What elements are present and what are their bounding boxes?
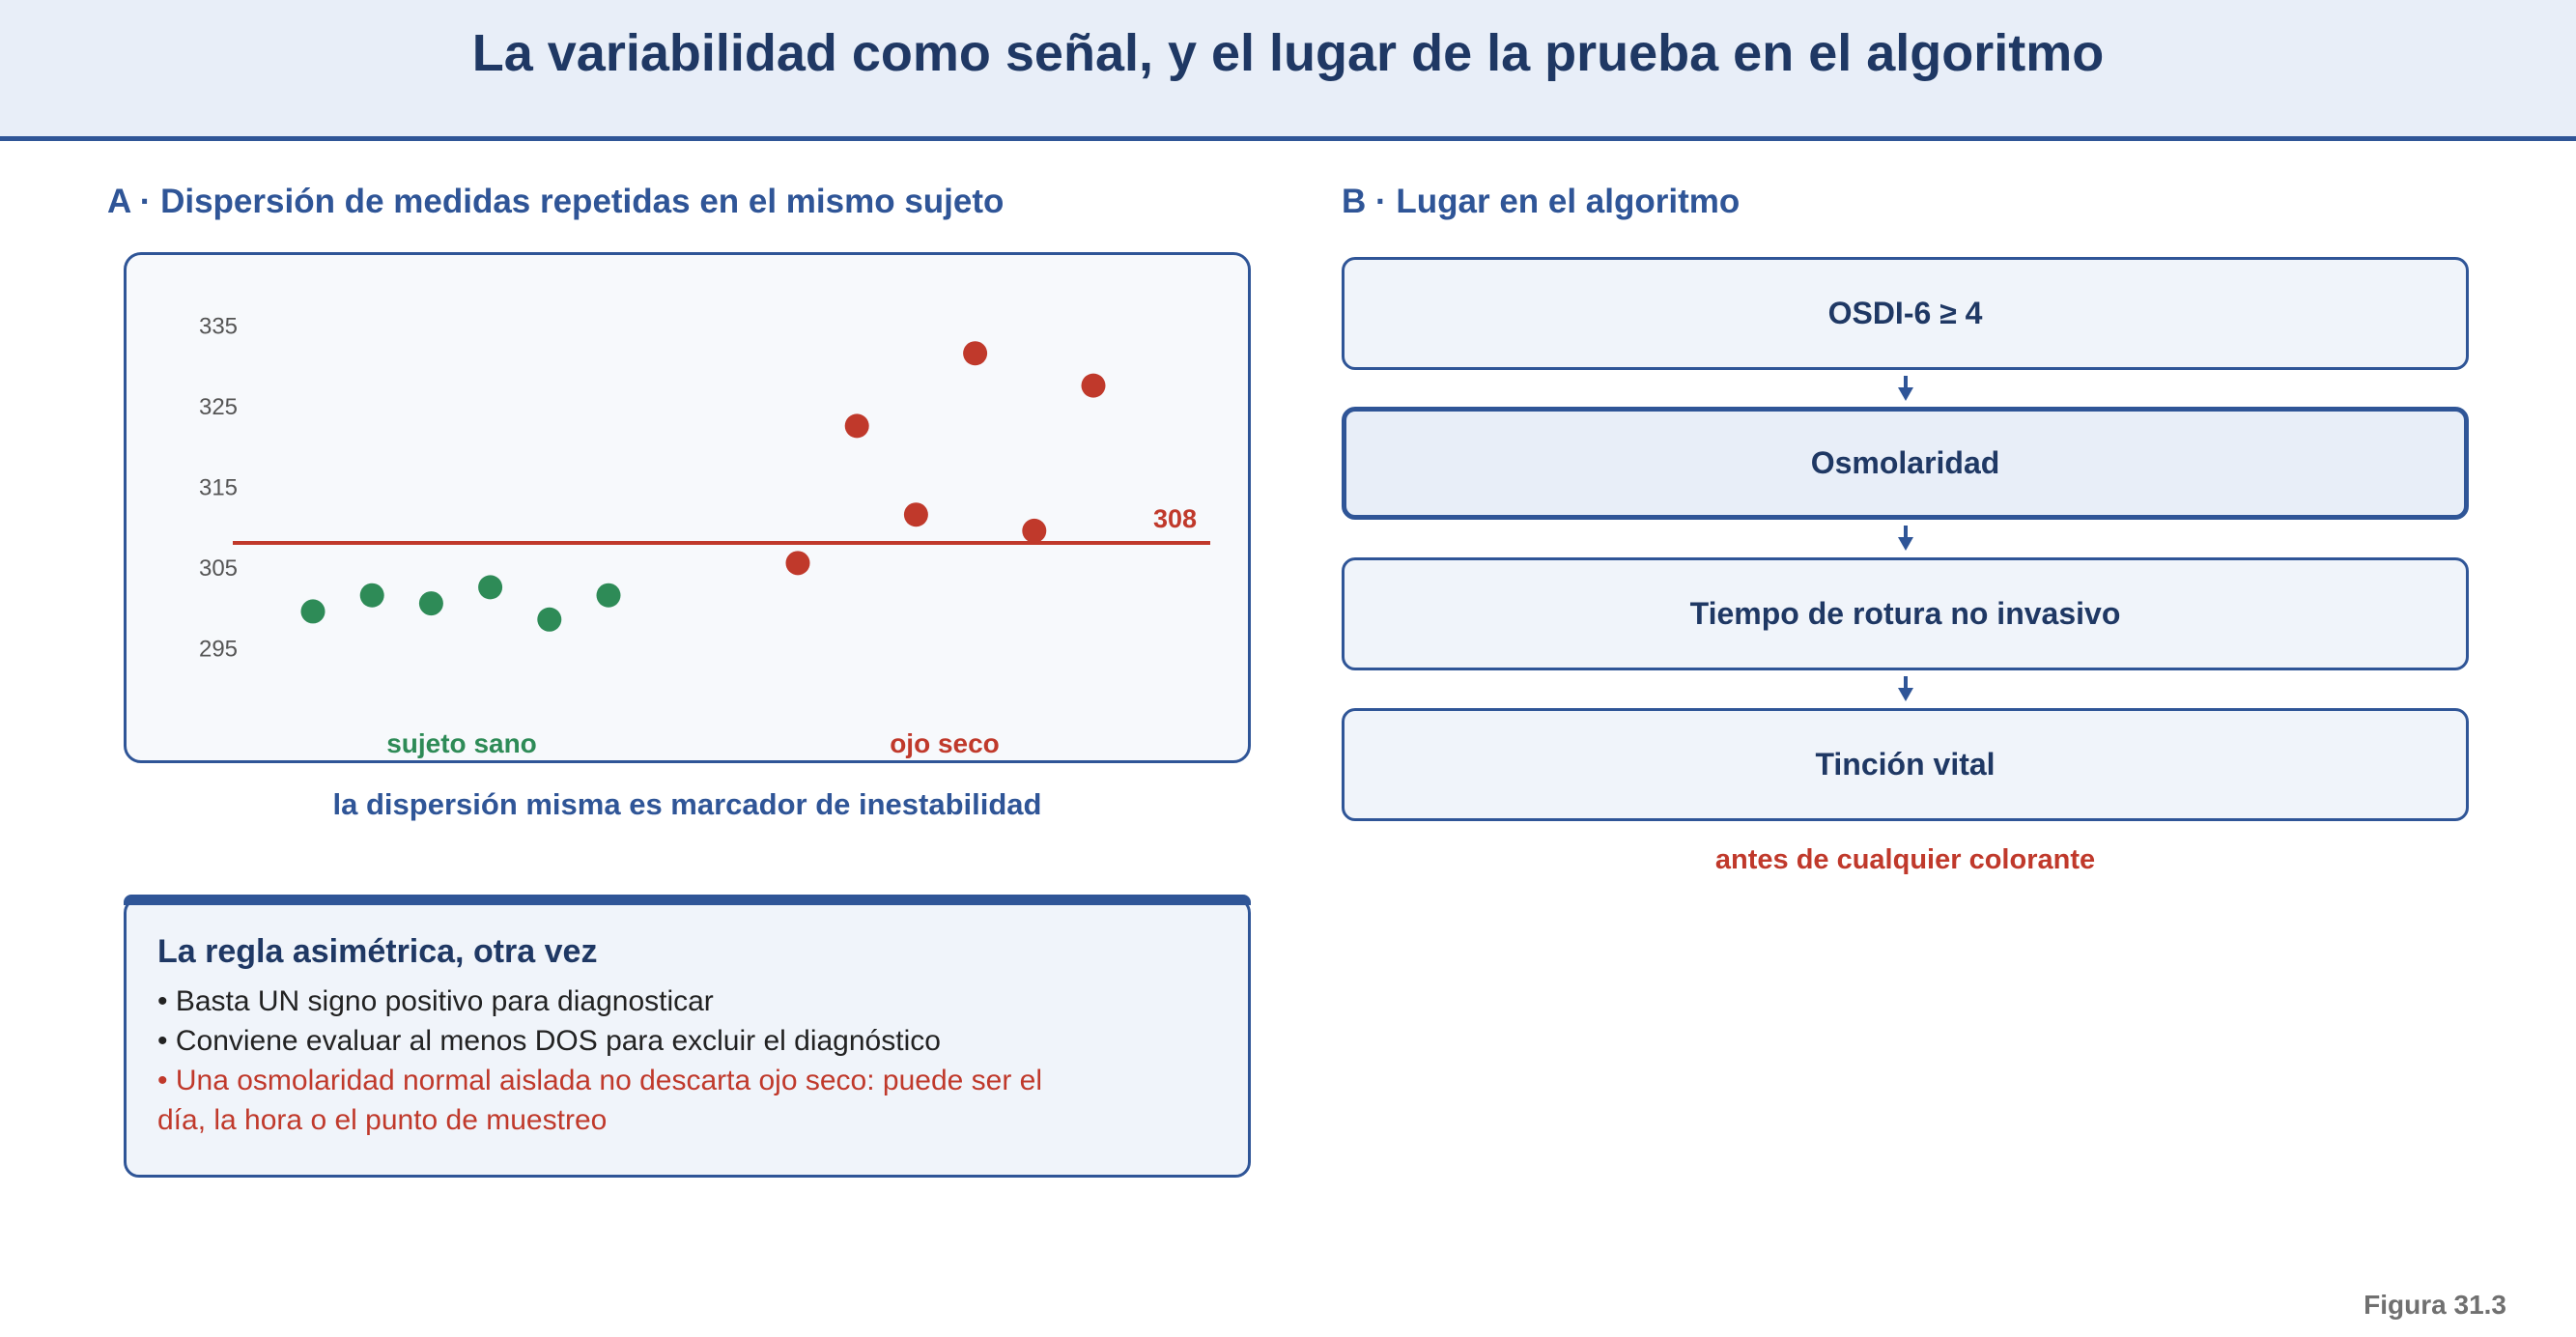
rule-item-1: • Basta UN signo positivo para diagnosticar (157, 985, 714, 1017)
data-point (537, 608, 561, 632)
flow-step-osmolaridad: Osmolaridad (1342, 407, 2469, 520)
header-banner (0, 0, 2576, 141)
data-point (1022, 519, 1046, 543)
data-point (478, 575, 502, 599)
data-point (904, 502, 928, 526)
y-tick-label: 335 (198, 313, 239, 340)
rule-box (124, 897, 1251, 1178)
rule-item-2: • Conviene evaluar al menos DOS para excluir el diagnóstico (157, 1025, 941, 1057)
panel-a-heading: A · Dispersión de medidas repetidas en el mismo sujeto (107, 183, 1005, 220)
flow-note: antes de cualquier colorante (1714, 844, 2096, 875)
data-point (301, 599, 326, 623)
data-point (419, 591, 443, 615)
group-label: ojo seco (890, 728, 1000, 758)
panel-b-heading: B · Lugar en el algoritmo (1342, 183, 1741, 220)
y-tick-label: 305 (198, 555, 239, 582)
rule-item-3: • Una osmolaridad normal aislada no descarta ojo seco: puede ser el día, la hora o el punto de muestreo (157, 1065, 1043, 1136)
y-tick-label: 325 (198, 394, 239, 420)
flow-arrow-down-icon (1898, 376, 1913, 403)
scatter-chart-panel (124, 252, 1251, 763)
data-point (786, 551, 810, 575)
flow-step-osdi: OSDI-6 ≥ 4 (1342, 257, 2469, 370)
chart-caption: la dispersión misma es marcador de inestabilidad (332, 787, 1042, 821)
y-tick-label: 315 (198, 474, 239, 501)
data-point (1082, 374, 1106, 398)
data-point (597, 583, 621, 608)
rule-title: La regla asimétrica, otra vez (157, 933, 598, 970)
figure-label: Figura 31.3 (2364, 1290, 2506, 1320)
group-label: sujeto sano (386, 728, 537, 758)
data-point (963, 341, 987, 365)
data-point (360, 583, 384, 608)
flow-step-tiempo-rotura: Tiempo de rotura no invasivo (1342, 557, 2469, 670)
flow-arrow-down-icon (1898, 526, 1913, 553)
flow-step-tincion-vital: Tinción vital (1342, 708, 2469, 821)
data-point (845, 413, 869, 438)
page-title: La variabilidad como señal, y el lugar de la prueba en el algoritmo (471, 24, 2105, 82)
flow-arrow-down-icon (1898, 676, 1913, 703)
rule-box-accent-bar (124, 895, 1251, 905)
y-tick-label: 295 (198, 636, 239, 663)
scatter-chart (127, 255, 1248, 760)
threshold-label: 308 (1152, 503, 1197, 533)
